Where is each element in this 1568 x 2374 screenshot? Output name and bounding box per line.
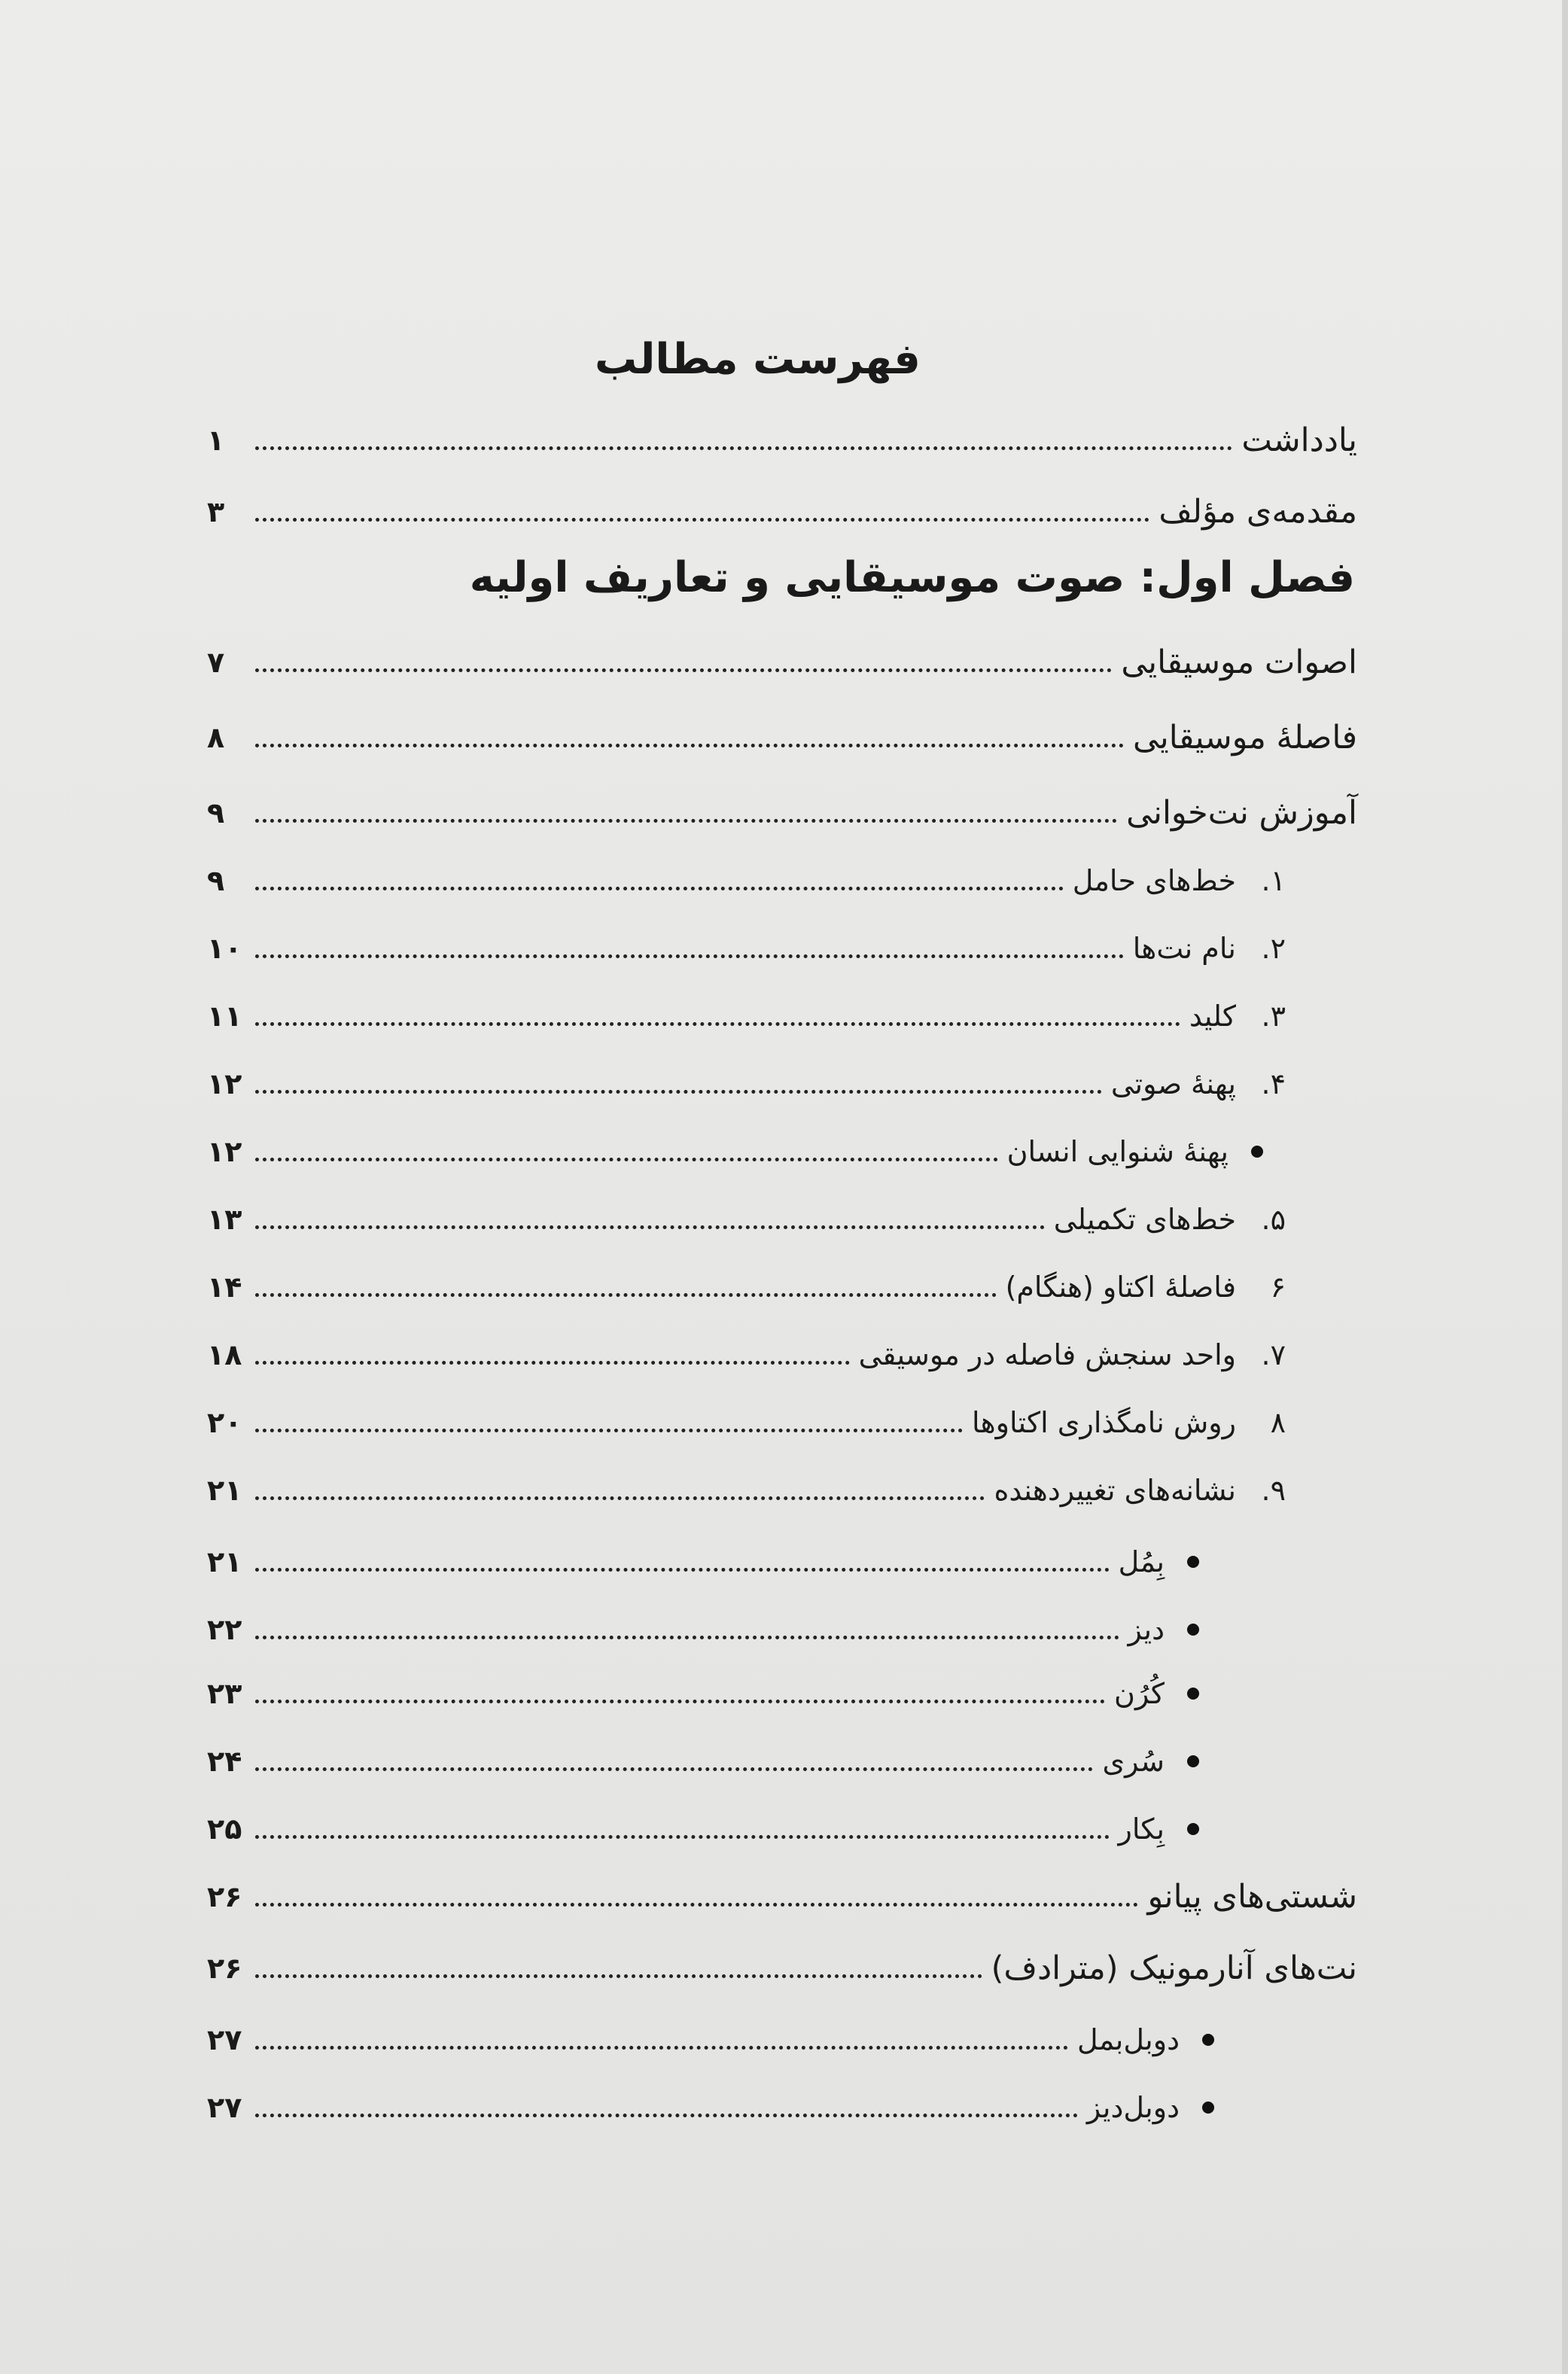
chapter-heading: فصل اول: صوت موسیقایی و تعاریف اولیه — [469, 553, 1355, 602]
page-number: ۲۱ — [207, 1474, 242, 1507]
dot-leader — [255, 2114, 1078, 2117]
toc-label: پهنهٔ شنوایی انسان — [1006, 1135, 1229, 1168]
dot-leader — [255, 1835, 1110, 1839]
toc-entry[interactable] — [207, 1125, 1263, 1178]
dot-leader — [255, 744, 1124, 747]
toc-label: فاصلهٔ اکتاو (هنگام) — [1005, 1271, 1236, 1304]
page-number: ۱۱ — [207, 1000, 242, 1033]
toc-label: آموزش نت‌خوانی — [1126, 794, 1357, 832]
toc-entry[interactable] — [207, 1396, 1286, 1449]
toc-label: نشانه‌های تغییردهنده — [994, 1474, 1236, 1507]
toc-entry[interactable] — [207, 1735, 1199, 1788]
page-number: ۲۶ — [207, 1880, 242, 1913]
toc-label: شستی‌های پیانو — [1147, 1878, 1357, 1916]
dot-leader — [255, 819, 1117, 823]
toc-entry[interactable] — [207, 854, 1286, 907]
dot-leader — [255, 1974, 982, 1978]
toc-entry[interactable] — [207, 485, 1357, 538]
page-number: ۱ — [207, 424, 225, 457]
page-number: ۱۰ — [207, 932, 242, 965]
bullet-icon — [1251, 1146, 1263, 1158]
item-number: ۹. — [1261, 1474, 1286, 1507]
toc-label: واحد سنجش فاصله در موسیقی — [858, 1338, 1236, 1371]
dot-leader — [255, 446, 1232, 450]
page-number: ۲۲ — [207, 1613, 242, 1646]
toc-label: یادداشت — [1241, 422, 1357, 459]
page-number: ۲۰ — [207, 1406, 242, 1439]
dot-leader — [255, 1700, 1105, 1703]
item-number: ۳. — [1261, 1000, 1286, 1033]
toc-entry[interactable] — [207, 1261, 1286, 1313]
page-number: ۱۲ — [207, 1135, 242, 1168]
toc-entry[interactable] — [207, 922, 1286, 975]
toc-label: فاصلهٔ موسیقایی — [1132, 719, 1357, 756]
item-number: ۷. — [1261, 1338, 1286, 1371]
dot-leader — [255, 1568, 1110, 1572]
bullet-icon — [1187, 1688, 1199, 1700]
dot-leader — [255, 1429, 963, 1432]
dot-leader — [255, 1496, 985, 1500]
toc-entry[interactable] — [207, 1667, 1199, 1720]
toc-entry[interactable] — [207, 2081, 1214, 2134]
dot-leader — [255, 1636, 1119, 1639]
toc-label: خط‌های حامل — [1072, 864, 1236, 897]
toc-entry[interactable] — [207, 1535, 1199, 1588]
toc-label: روش نامگذاری اکتاوها — [972, 1406, 1236, 1439]
toc-label: بِکار — [1118, 1812, 1165, 1846]
toc-entry[interactable] — [207, 2013, 1214, 2066]
bullet-icon — [1202, 2034, 1214, 2046]
dot-leader — [255, 2046, 1068, 2050]
toc-entry[interactable] — [207, 990, 1286, 1042]
item-number: ۶ — [1270, 1271, 1286, 1304]
dot-leader — [255, 1022, 1180, 1026]
dot-leader — [255, 1361, 850, 1365]
page-number: ۱۲ — [207, 1067, 242, 1100]
page-number: ۲۱ — [207, 1545, 242, 1578]
page-number: ۲۳ — [207, 1677, 242, 1710]
dot-leader — [255, 518, 1149, 522]
dot-leader — [255, 954, 1124, 958]
page-number: ۹ — [207, 864, 225, 897]
page-number: ۸ — [207, 721, 225, 754]
toc-label: بِمُل — [1118, 1545, 1165, 1578]
page-number: ۱۸ — [207, 1338, 242, 1371]
toc-label: دوبل‌دیز — [1086, 2091, 1180, 2124]
page-number: ۱۴ — [207, 1271, 242, 1304]
toc-entry[interactable] — [207, 711, 1357, 764]
toc-entry[interactable] — [207, 787, 1357, 839]
toc-entry[interactable] — [207, 414, 1357, 467]
toc-entry[interactable] — [207, 1464, 1286, 1517]
toc-entry[interactable] — [207, 1603, 1199, 1656]
bullet-icon — [1202, 2102, 1214, 2114]
dot-leader — [255, 1293, 997, 1297]
bullet-icon — [1187, 1755, 1199, 1767]
dot-leader — [255, 887, 1064, 890]
page-number: ۷ — [207, 646, 225, 679]
dot-leader — [255, 1090, 1102, 1094]
toc-entry[interactable] — [207, 1193, 1286, 1246]
page-number: ۲۶ — [207, 1952, 242, 1985]
item-number: ۱. — [1261, 864, 1286, 897]
toc-label: کلید — [1189, 1000, 1236, 1033]
toc-label: اصوات موسیقایی — [1121, 644, 1357, 681]
toc-label: کُرُن — [1114, 1677, 1165, 1710]
dot-leader — [255, 668, 1112, 672]
toc-label: پهنهٔ صوتی — [1110, 1067, 1236, 1100]
toc-label: دوبل‌بمل — [1077, 2023, 1180, 2056]
toc-entry[interactable] — [207, 1803, 1199, 1855]
toc-entry[interactable] — [207, 1870, 1357, 1923]
item-number: ۵. — [1261, 1203, 1286, 1236]
toc-label: سُری — [1102, 1745, 1165, 1778]
page-number: ۳ — [207, 495, 225, 528]
page-number: ۲۷ — [207, 2091, 242, 2124]
toc-entry[interactable] — [207, 1058, 1286, 1110]
toc-label: نام نت‌ها — [1132, 932, 1236, 965]
toc-entry[interactable] — [207, 1942, 1357, 1995]
toc-label: مقدمه‌ی مؤلف — [1158, 493, 1357, 531]
dot-leader — [255, 1225, 1045, 1229]
toc-label: نت‌های آنارمونیک (مترادف) — [991, 1949, 1357, 1987]
dot-leader — [255, 1903, 1138, 1907]
page-number: ۲۵ — [207, 1812, 242, 1846]
toc-label: خط‌های تکمیلی — [1053, 1203, 1236, 1236]
page-edge — [1562, 0, 1568, 2374]
item-number: ۲. — [1261, 932, 1286, 965]
bullet-icon — [1187, 1556, 1199, 1568]
toc-entry[interactable] — [207, 636, 1357, 689]
item-number: ۸ — [1270, 1406, 1286, 1439]
item-number: ۴. — [1261, 1067, 1286, 1100]
toc-label: دیز — [1128, 1613, 1165, 1646]
dot-leader — [255, 1767, 1093, 1771]
page-number: ۱۳ — [207, 1203, 242, 1236]
dot-leader — [255, 1158, 998, 1161]
bullet-icon — [1187, 1624, 1199, 1636]
bullet-icon — [1187, 1823, 1199, 1835]
page-number: ۲۴ — [207, 1745, 242, 1778]
page-number: ۹ — [207, 796, 225, 829]
toc-entry[interactable] — [207, 1329, 1286, 1381]
page-title: فهرست مطالب — [595, 335, 921, 384]
page-number: ۲۷ — [207, 2023, 242, 2056]
